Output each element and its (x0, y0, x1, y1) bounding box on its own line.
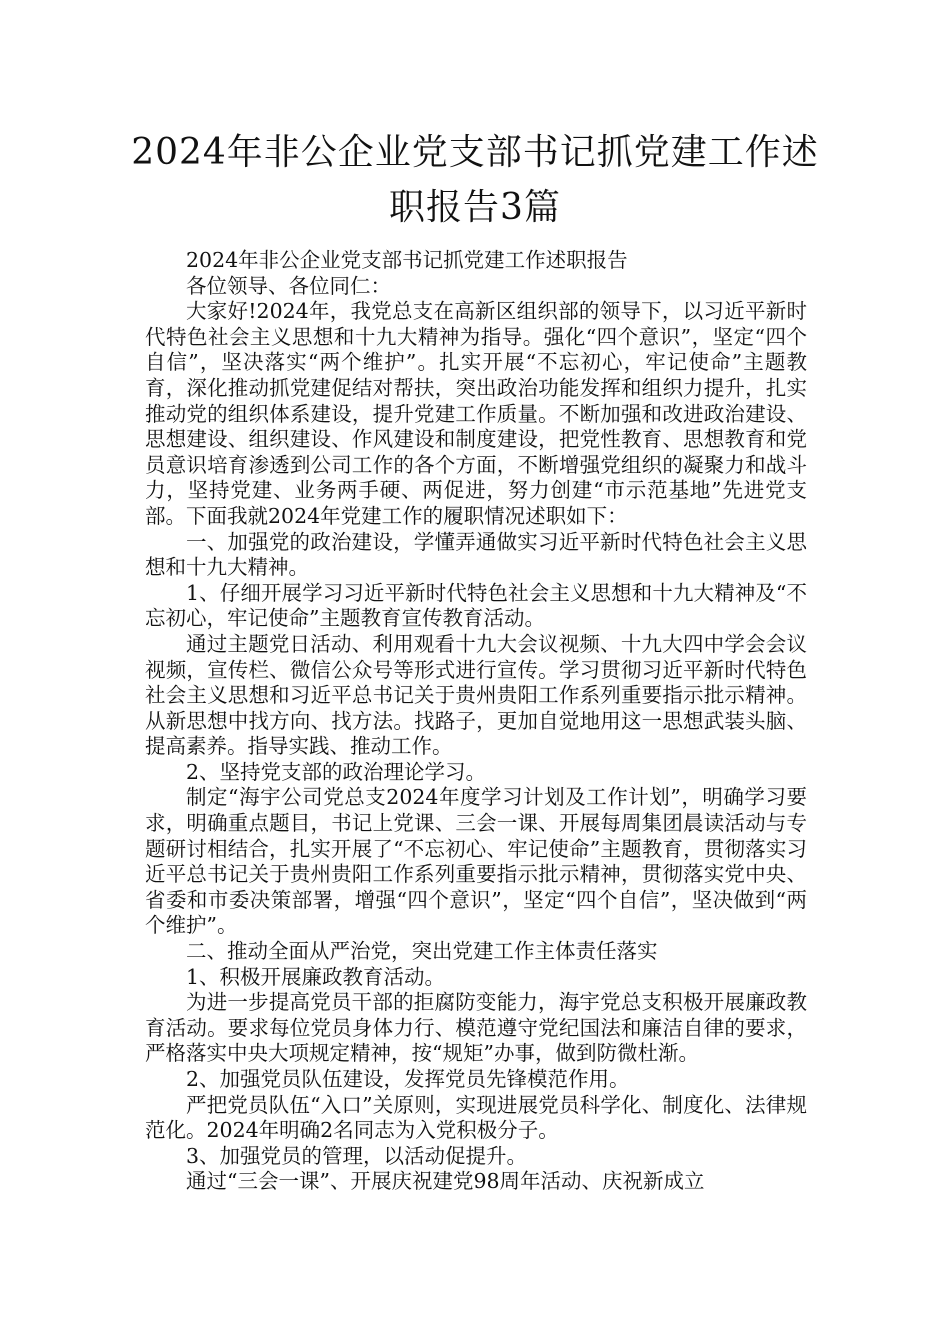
body-paragraph: 严把党员队伍“入口”关原则，实现进展党员科学化、制度化、法律规范化。2024年明确2名同志为入党积极分子。 (145, 1092, 807, 1143)
subsection-heading: 1、仔细开展学习习近平新时代特色社会主义思想和十九大精神及“不忘初心，牢记使命”主题教育宣传教育活动。 (145, 580, 807, 631)
salutation: 各位领导、各位同仁： (186, 273, 391, 298)
title-line-1: 2024年非公企业党支部书记抓党建工作述 (131, 132, 819, 173)
section-heading: 二、推动全面从严治党，突出党建工作主体责任落实 (186, 939, 658, 964)
body-paragraph: 通过主题党日活动、利用观看十九大会议视频、十九大四中学会会议视频，宣传栏、微信公众号等形式进行宣传。学习贯彻习近平新时代特色社会主义思想和习近平总书记关于贵州贵阳工作系列重要指示批示精神。从新思想中找方向、找方法。找路子，更加自觉地用这一思想武装头脑、提高素养。指导实践、推动工作。 (145, 631, 807, 759)
subsection-heading: 2、加强党员队伍建设，发挥党员先锋模范作用。 (186, 1067, 630, 1091)
subsection-heading: 3、加强党员的管理，以活动促提升。 (186, 1143, 528, 1168)
body-paragraph: 通过“三会一课”、开展庆祝建党98周年活动、庆祝新成立 (186, 1169, 705, 1194)
body-paragraph: 大家好!2024年，我党总支在高新区组织部的领导下，以习近平新时代特色社会主义思想和十九大精神为指导。强化“四个意识”，坚定“四个自信”，坚决落实“两个维护”。扎实开展“不忘初心，牢记使命”主题教育，深化推动抓党建促结对帮扶，突出政治功能发挥和组织力提升，扎实推动党的组织体系建设，提升党建工作质量。不断加强和改进政治建设、思想建设、组织建设、作风建设和制度建设，把党性教育、思想教育和党员意识培育渗透到公司工作的各个方面，不断增强党组织的凝聚力和战斗力，坚持党建、业务两手硬、两促进，努力创建“市示范基地”先进党支部。下面我就2024年党建工作的履职情况述职如下： (145, 299, 807, 528)
body-paragraph: 为进一步提高党员干部的拒腐防变能力，海宇党总支积极开展廉政教育活动。要求每位党员身体力行、模范遵守党纪国法和廉洁自律的要求，严格落实中央大项规定精神，按“规矩”办事，做到防微杜渐。 (145, 990, 807, 1066)
subsection-heading: 1、积极开展廉政教育活动。 (186, 964, 446, 989)
section-heading: 一、加强党的政治建设，学懂弄通做实习近平新时代特色社会主义思想和十九大精神。 (145, 529, 807, 580)
document-body (145, 248, 807, 1195)
title-line-2: 职报告3篇 (389, 187, 561, 228)
report-subtitle: 2024年非公企业党支部书记抓党建工作述职报告 (186, 248, 628, 272)
document-title (120, 125, 830, 235)
body-paragraph: 制定“海宇公司党总支2024年度学习计划及工作计划”，明确学习要求，明确重点题目，书记上党课、三会一课、开展每周集团晨读活动与专题研讨相结合，扎实开展了“不忘初心、牢记使命”主题教育，贯彻落实习近平总书记关于贵州贵阳工作系列重要指示批示精神，贯彻落实党中央、省委和市委决策部署，增强“四个意识”，坚定“四个自信”，坚决做到“两个维护”。 (145, 785, 807, 938)
subsection-heading: 2、坚持党支部的政治理论学习。 (186, 759, 487, 784)
